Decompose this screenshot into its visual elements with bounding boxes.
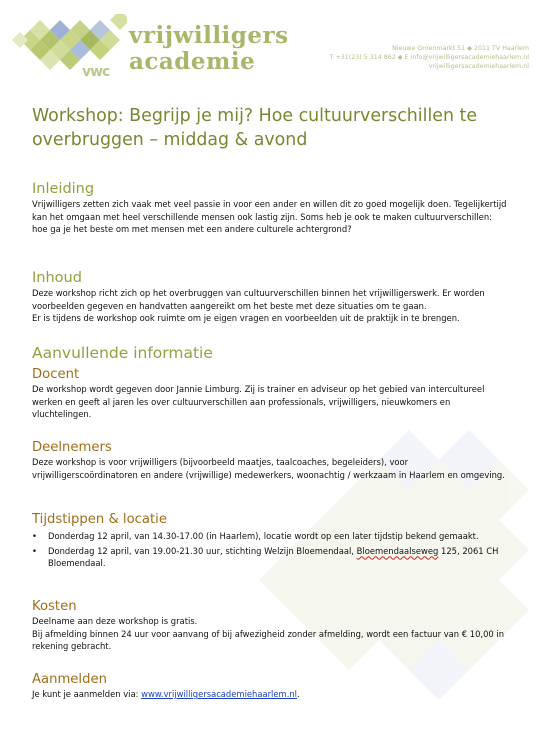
heading-aanmelden: Aanmelden (32, 672, 107, 687)
heading-docent: Docent (32, 367, 80, 382)
list-item-text-part: Donderdag 12 april, van 19.00-21.30 uur, stichting Welzijn Bloemendaal, (48, 545, 357, 556)
text-kosten-1: Deelname aan deze workshop is gratis. (32, 616, 198, 626)
section-aanvullende-informatie (32, 344, 507, 363)
list-item (32, 530, 507, 543)
heading-inhoud: Inhoud (32, 270, 82, 286)
bullet-dot-icon: • (32, 545, 37, 556)
website-link[interactable]: www.vrijwilligersacademiehaarlem.nl (141, 689, 297, 699)
address-line: Nieuwe Groenmarkt 51 ◆ 2011 TV Haarlem (392, 45, 529, 52)
list-tijdstippen (32, 530, 507, 570)
text-aanmelden (32, 688, 507, 701)
section-docent (32, 367, 507, 421)
heading-inleiding: Inleiding (32, 181, 95, 197)
text-inleiding: Vrijwilligers zetten zich vaak met veel passie in voor een ander en willen dit zo goed mogelijk doen. Tegelijkertijd kan het omgaan met heel verschillende mensen ook lastig zijn. Soms heb je ook te maken cultuurverschillen: hoe ga je het beste om met mensen met een andere culturele achtergrond? (32, 199, 507, 235)
section-inhoud (32, 269, 507, 325)
text-deelnemers: Deze workshop is voor vrijwilligers (bijvoorbeeld maatjes, taalcoaches, begeleiders), voor vrijwilligerscoördinatoren en andere (vrijwillige) medewerkers, woonachtig / werkzaam in Haarlem en omgeving. (32, 457, 505, 480)
page-title: Workshop: Begrijp je mij? Hoe cultuurverschillen te overbruggen – middag & avond (32, 106, 478, 150)
heading-tijdstippen: Tijdstippen & locatie (32, 512, 167, 527)
aanmelden-period: . (297, 689, 300, 699)
list-item (32, 545, 507, 570)
list-item-text: Donderdag 12 april, van 14.30-17.00 (in Haarlem), locatie wordt op een later tijdstip bekend gemaakt. (48, 531, 479, 541)
spellcheck-word: Bloemendaalseweg (356, 545, 439, 556)
logo-subtext: vwc (82, 64, 110, 80)
text-inhoud-1: Deze workshop richt zich op het overbruggen van cultuurverschillen binnen het vrijwilligerswerk. Er worden voorbeelden gegeven en handvatten aangereikt om het beste met deze situaties om te gaan. (32, 288, 485, 311)
contact-line: T +31(23) 5 314 862 ◆ E info@vrijwilligersacademiehaarlem.nl (329, 54, 529, 62)
text-inhoud-2: Er is tijdens de workshop ook ruimte om je eigen vragen en voorbeelden uit de praktijk in te brengen. (32, 313, 460, 324)
logo-diamond-mark-icon (12, 14, 127, 76)
heading-kosten: Kosten (32, 599, 77, 614)
section-deelnemers (32, 440, 507, 481)
bullet-dot-icon: • (32, 531, 37, 541)
section-inleiding (32, 180, 507, 236)
heading-aanvullende-informatie: Aanvullende informatie (32, 344, 213, 362)
website-line: vrijwilligersacademiehaarlem.nl (428, 63, 529, 71)
heading-deelnemers: Deelnemers (32, 440, 112, 455)
list-item-text (48, 546, 498, 569)
section-kosten (32, 599, 507, 653)
section-tijdstippen (32, 512, 507, 572)
text-docent: De workshop wordt gegeven door Jannie Limburg. Zij is trainer en adviseur op het gebied van intercultureel werken en geeft al jaren les over cultuurverschillen aan professionals, vrijwilligers, nieuwkomers en vluchtelingen. (32, 384, 485, 420)
text-kosten-2: Bij afmelding binnen 24 uur voor aanvang of bij afwezigheid zonder afmelding, wordt een factuur van € 10,00 in rekening gebracht. (32, 628, 505, 652)
address-block (330, 44, 529, 72)
aanmelden-label: Je kunt je aanmelden via: (32, 689, 142, 699)
section-aanmelden (32, 672, 507, 701)
logo-word-academie: academie (129, 48, 256, 75)
list-item-text-part: 125, 2061 CH Bloemendaal. (48, 545, 499, 569)
logo-word-vrijwilligers: vrijwilligers (129, 22, 289, 49)
logo (12, 14, 292, 84)
